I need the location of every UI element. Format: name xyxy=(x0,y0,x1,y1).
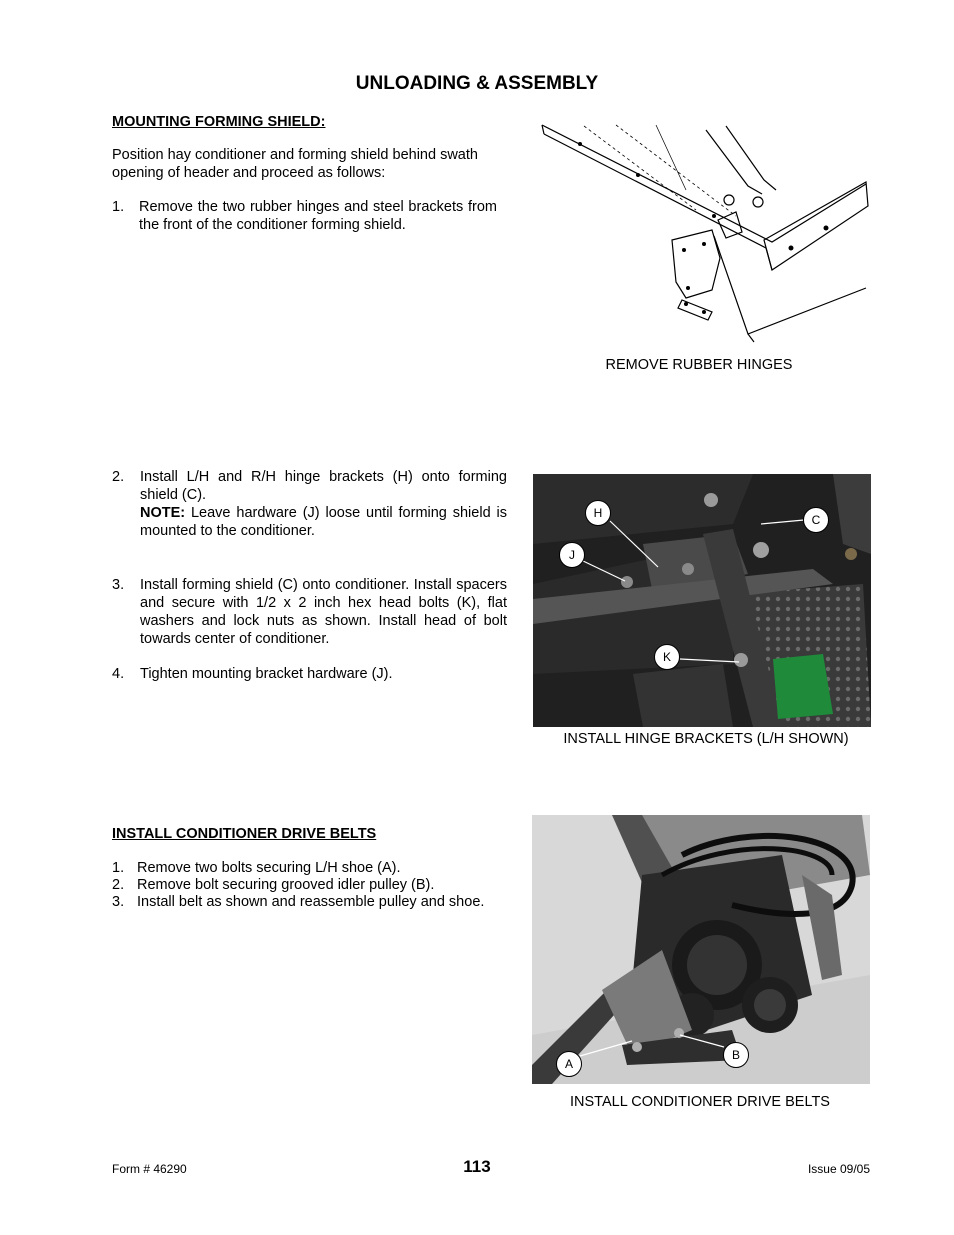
section-heading-drive-belts: INSTALL CONDITIONER DRIVE BELTS xyxy=(112,826,377,842)
figure-caption: REMOVE RUBBER HINGES xyxy=(605,357,793,373)
step-4 xyxy=(112,665,507,683)
step-text: Install forming shield (C) onto conditioner. Install spacers and secure with 1/2 x 2 inch hex head bolts (K), flat washers and lock nuts as shown. Install head of bolt towards center of conditioner. xyxy=(140,577,507,647)
step-2 xyxy=(112,876,512,894)
step-1 xyxy=(112,859,512,877)
step-3 xyxy=(112,576,507,648)
section-heading-forming-shield: MOUNTING FORMING SHIELD: xyxy=(112,114,326,130)
step-text: Remove bolt securing grooved idler pulley (B). xyxy=(137,877,435,893)
step-text: Install belt as shown and reassemble pulley and shoe. xyxy=(137,894,485,910)
photo-illustration xyxy=(532,815,870,1084)
step-text: Tighten mounting bracket hardware (J). xyxy=(140,666,393,682)
callout-k: K xyxy=(654,644,680,670)
callout-h: H xyxy=(585,500,611,526)
issue-date: Issue 09/05 xyxy=(807,1162,870,1176)
callout-a: A xyxy=(556,1051,582,1077)
step-3 xyxy=(112,893,512,911)
step-number: 2. xyxy=(112,469,125,485)
callout-b: B xyxy=(723,1042,749,1068)
form-number: Form # 46290 xyxy=(112,1162,187,1176)
step-number: 1. xyxy=(112,860,125,876)
step-number: 3. xyxy=(112,577,125,593)
step-2 xyxy=(112,468,507,540)
step-number: 2. xyxy=(112,877,125,893)
install-drive-belts-photo xyxy=(532,815,870,1084)
note-text: Leave hardware (J) loose until forming shield is mounted to the conditioner. xyxy=(140,505,507,539)
figure-caption: INSTALL HINGE BRACKETS (L/H SHOWN) xyxy=(563,731,849,747)
figure-caption: INSTALL CONDITIONER DRIVE BELTS xyxy=(570,1094,830,1110)
step-text: Remove the two rubber hinges and steel brackets from the front of the conditioner forming shield. xyxy=(139,199,497,233)
step-number: 1. xyxy=(112,199,125,215)
note-label: NOTE: xyxy=(140,505,186,521)
page-number: 113 xyxy=(463,1157,491,1176)
step-text: Install L/H and R/H hinge brackets (H) onto forming shield (C). xyxy=(140,469,507,503)
step-number: 4. xyxy=(112,666,125,682)
step-number: 3. xyxy=(112,894,125,910)
page-title: UNLOADING & ASSEMBLY xyxy=(355,73,599,94)
intro-paragraph: Position hay conditioner and forming shield behind swath opening of header and proceed as follows: xyxy=(112,147,478,181)
callout-j: J xyxy=(559,542,585,568)
callout-c: C xyxy=(803,507,829,533)
step-text: Remove two bolts securing L/H shoe (A). xyxy=(137,860,401,876)
remove-rubber-hinges-drawing xyxy=(536,120,870,345)
install-hinge-brackets-photo xyxy=(533,474,871,727)
